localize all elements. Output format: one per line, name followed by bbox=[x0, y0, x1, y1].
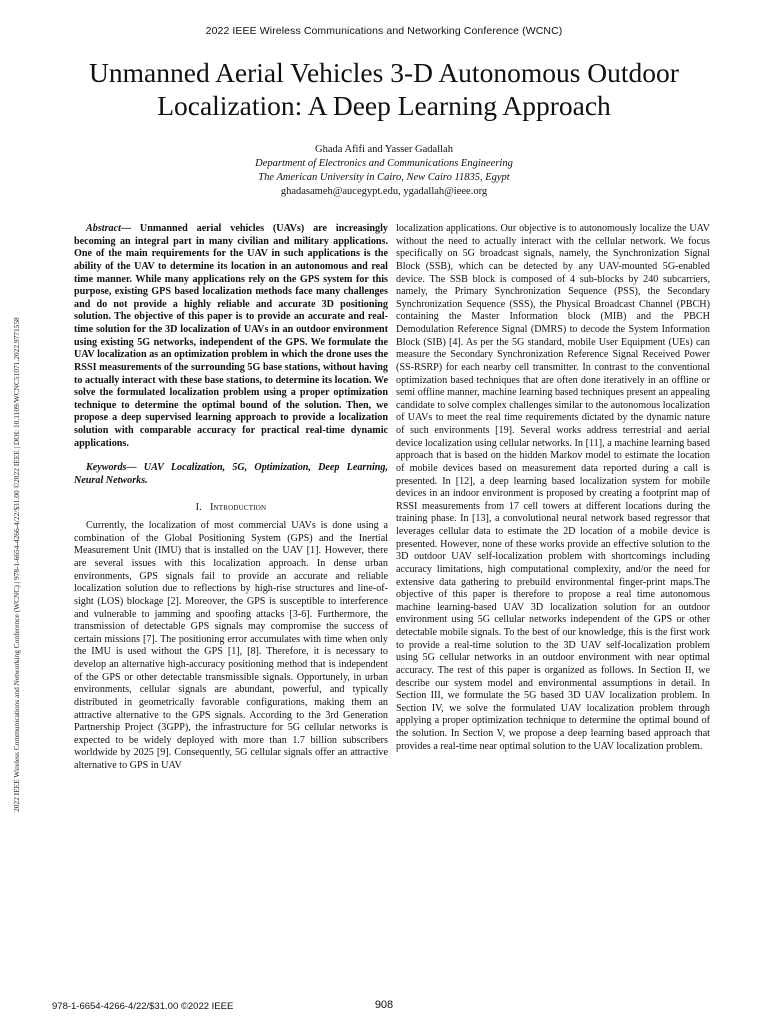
abstract bbox=[74, 223, 388, 450]
author-names: Ghada Afifi and Yasser Gadallah bbox=[315, 144, 453, 155]
author-emails: ghadasameh@aucegypt.edu, ygadallah@ieee.org bbox=[280, 186, 488, 197]
author-institution: The American University in Cairo, New Cairo 11835, Egypt bbox=[258, 172, 510, 183]
intro-paragraph-left: Currently, the localization of most commercial UAVs is done using a combination of the Global Positioning System (GPS) and the Inertial Measurement Unit (IMU) that is installed on the UAV [1]. However, there are several issues with this localization approach. In dense urban environments, GPS signals fail to provide an accurate and reliable localization solution due to reflections by high-rise structures and line-of-sight (LOS) blockage [2]. Moreover, the GPS is susceptible to interference and vulnerable to jamming and spoofing attacks [3-6]. Furthermore, the transmission of detectable GPS signals may compromise the success of certain missions [7]. The positioning error accumulates with time when only the IMU is used without the GPS [1], [8]. Therefore, it is necessary to develop an alternative high-accuracy positioning method that is independent of the GPS or other detectable transmissible signals. Opportunely, in urban environments, cellular signals are abundant, powerful, and typically distributed in geometrically favorable configurations, making them an attractive alternative to the GPS signals. According to the 3rd Generation Partnership Project (3GPP), the infrastructure for 5G cellular networks is expected to be widely deployed with more than 1.7 billion subscribers worldwide by 2025 [9]. Consequently, 5G cellular signals offer an attractive alternative to GPS in UAV bbox=[74, 520, 388, 771]
abstract-lead: Abstract bbox=[86, 223, 121, 234]
conference-header: 2022 IEEE Wireless Communications and Networking Conference (WCNC) bbox=[205, 25, 563, 37]
page-number: 908 bbox=[374, 999, 394, 1011]
side-doi-stamp: 2022 IEEE Wireless Communications and Networking Conference (WCNC) | 978-1-6654-4266-4/22/$31.00 ©2022 IEEE | DOI: 10.1109/WCNC51071.2022.9771558 bbox=[12, 317, 21, 812]
intro-paragraph-right: localization applications. Our objective is to autonomously localize the UAV without the need to actually interact with the cellular network. We focus specifically on 5G broadcast signals, namely, the Synchronization Signal Block (SSB), which can be detected by any UAV-mounted 5G-enabled device. The SSB block is composed of 4 sub-blocks by 240 subcarriers, namely, the Primary Synchronization Sequence (PSS), the Secondary Synchronization Sequence (SSS), the Physical Broadcast Channel (PBCH) containing the Master Information block (MIB) and the PBCH Demodulation Reference Signal (DMRS) to decode the System Information Block (SIB) [4]. As per the 5G standard, mobile User Equipment (UEs) can measure the Secondary Synchronization Reference Signal Received Power (SS-RSRP) for each nearby cell transmitter. In contrast to the conventional optimization based techniques that are often done iteratively in an offline or semi offline manner, machine learning based techniques present an appealing candidate to solve complex challenges similar to the autonomous localization of UAVs to meet the real time requirements dictated by the dynamic nature of such environments [19]. Several works address terrestrial and aerial device localization using cellular networks. In [11], a machine learning based approach that is based on the hidden Markov model to estimate the location of mobile devices based on measurement data reported during a call is presented. In [12], a deep learning based localization system for mobile devices in an indoor environment is proposed by creating a footprint map of RSSI measurements from 17 cell towers at different locations during the training phase. In [13], a convolutional neural network based regressor that leverages cellular data to estimate the 2D location of a mobile device is presented. However, none of these works provide an effective solution to the 3D outdoor UAV self-localization problem with shortcomings including accuracy limitations, high computational complexity, and/or the need for extensive data gathering to prebuild environmental finger-print maps.The objective of this paper is therefore to propose a real time autonomous machine learning-based UAV 3D localization solution for an outdoor environment using 5G cellular networks independent of the GPS or other detectable mobile signals. To the best of our knowledge, this is the first work to provide a real-time solution to the 3D UAV self-localization problem using 5G cellular networks in an outdoor environment with near optimal accuracy. The rest of this paper is organized as follows. In Section II, we describe our system model and environmental assumptions in detail. In Section III, we formulate the 5G based 3D UAV localization problem. In Section IV, we solve the formulated UAV localization problem through applying a proper optimization technique to determine the optimal bound of the solution. In Section V, we propose a deep learning based approach that provides a real-time near optimal solution to the UAV localization problem. bbox=[396, 223, 710, 752]
section-number: I. bbox=[195, 501, 202, 513]
left-column bbox=[74, 223, 388, 773]
right-column bbox=[396, 223, 710, 753]
author-department: Department of Electronics and Communications Engineering bbox=[255, 158, 513, 169]
abstract-text: — Unmanned aerial vehicles (UAVs) are increasingly becoming an integral part in many civilian and military applications. One of the main requirements for the UAV in such applications is the ability of the UAV to determine its location in an autonomous and real time manner. While many applications rely on the GPS system for this purpose, existing GPS based localization methods face many challenges and do not provide a highly reliable and accurate 3D positioning solution. The objective of this paper is to provide an accurate and real-time solution for the 3D localization of UAVs in an outdoor environment using existing 5G networks, independent of the GPS. We formulate the UAV localization as an optimization problem in which the drone uses the RSSI measurements of the surrounding 5G base stations, without having to actually interact with these base stations, to determine its location. We solve the formulated localization problem using a proper optimization technique to determine the optimal bound of the solution. Then, we propose a deep supervised learning approach to provide a localization solution with comparable accuracy for practical real-time dynamic applications. bbox=[74, 223, 388, 449]
paper-title: Unmanned Aerial Vehicles 3-D Autonomous Outdoor Localization: A Deep Learning Approach bbox=[89, 57, 679, 121]
footer-isbn: 978-1-6654-4266-4/22/$31.00 ©2022 IEEE bbox=[52, 1001, 234, 1012]
author-block bbox=[0, 143, 768, 199]
keywords: Keywords— UAV Localization, 5G, Optimization, Deep Learning, Neural Networks. bbox=[74, 462, 388, 486]
section-heading-introduction bbox=[74, 502, 388, 515]
section-title: Introduction bbox=[209, 501, 267, 513]
